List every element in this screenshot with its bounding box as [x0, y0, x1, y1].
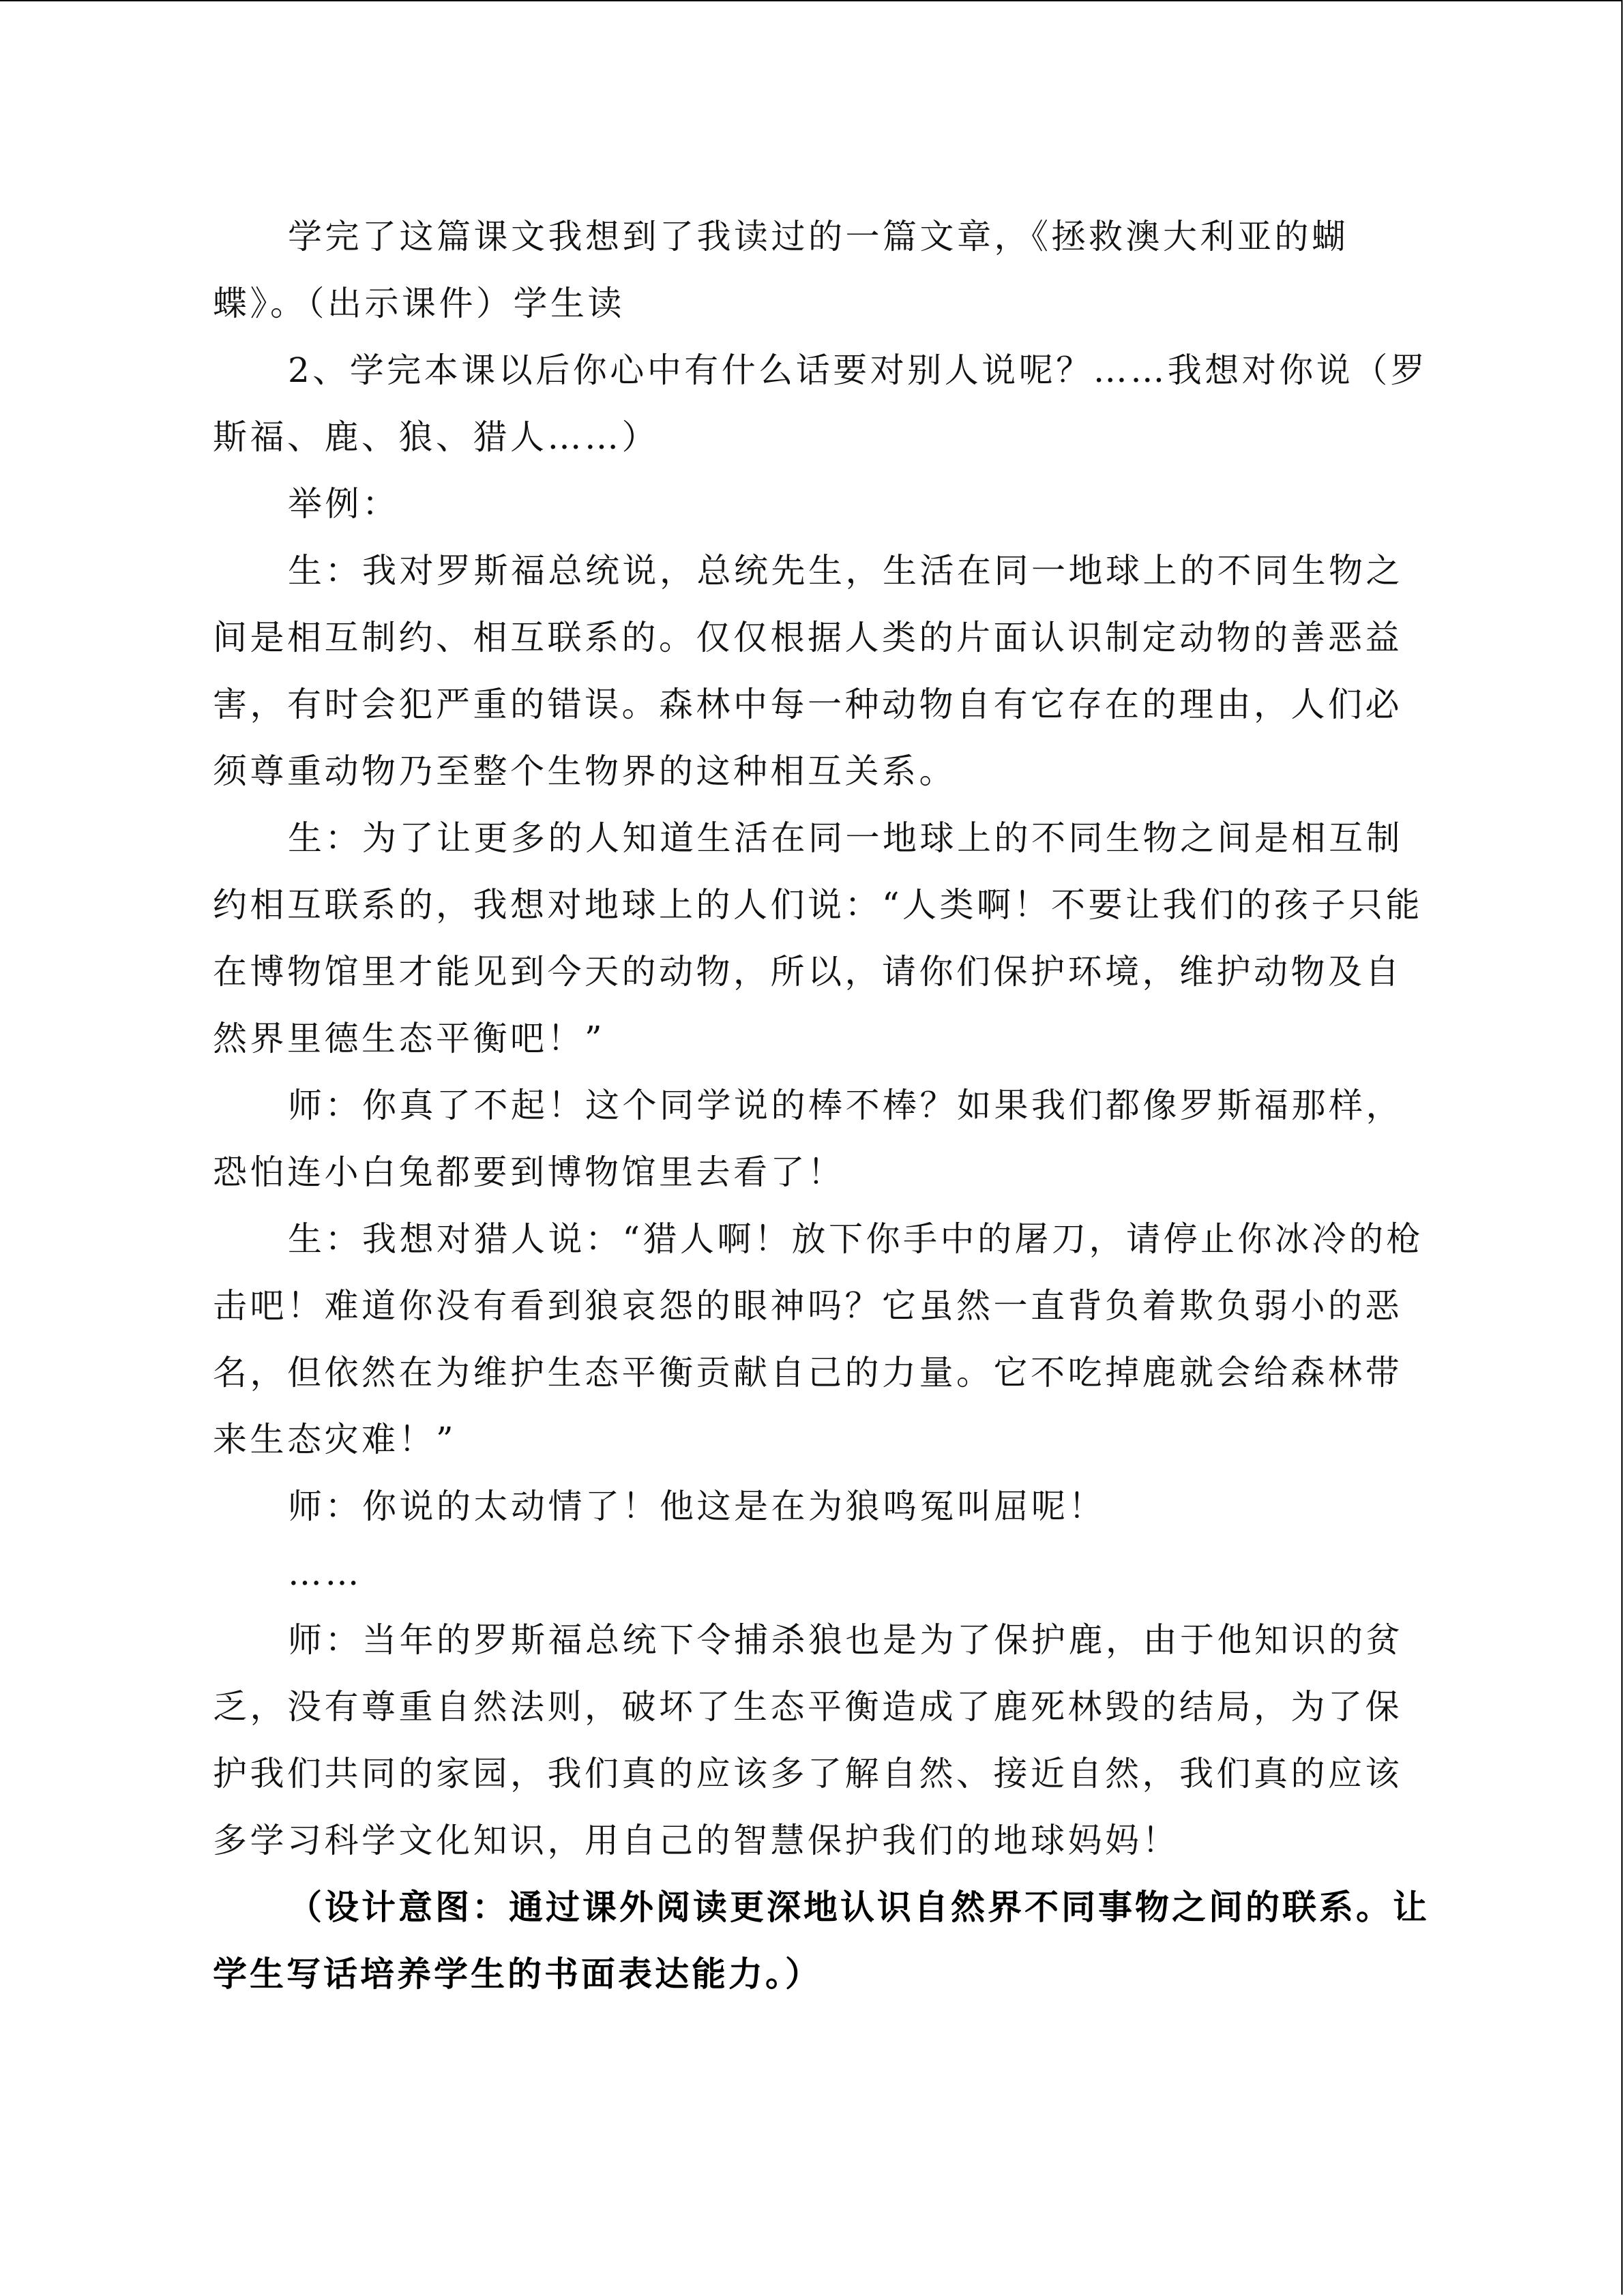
paragraph-ellipsis: …… [288, 1553, 362, 1593]
paragraph-student-humans: 生：为了让更多的人知道生活在同一地球上的不同生物之间是相互制约相互联系的，我想对地球上的人们说：“人类啊！不要让我们的孩子只能在博物馆里才能见到今天的动物，所以，请你们保护环境，维护动物及自然界里德生态平衡吧！” [213, 818, 1423, 1058]
paragraph-student-hunter: 生：我想对猎人说：“猎人啊！放下你手中的屠刀，请停止你冰冷的枪击吧！难道你没有看到狼哀怨的眼神吗？它虽然一直背负着欺负弱小的恶名，但依然在为维护生态平衡贡献自己的力量。它不吃掉鹿就会给森林带来生态灾难！” [213, 1219, 1424, 1459]
paragraph-example-label: 举例： [288, 484, 400, 524]
paragraph-question: 2、学完本课以后你心中有什么话要对别人说呢？……我想对你说（罗斯福、鹿、狼、猎人……） [213, 351, 1428, 457]
paragraph-teacher-summary: 师：当年的罗斯福总统下令捕杀狼也是为了保护鹿，由于他知识的贫乏，没有尊重自然法则，破坏了生态平衡造成了鹿死林毁的结局，为了保护我们共同的家园，我们真的应该多了解自然、接近自然，我们真的应该多学习科学文化知识，用自己的智慧保护我们的地球妈妈！ [213, 1620, 1403, 1860]
paragraph-teacher-praise: 师：你真了不起！这个同学说的棒不棒？如果我们都像罗斯福那样，恐怕连小白兔都要到博物馆里去看了！ [213, 1086, 1403, 1192]
paragraph-intro: 学完了这篇课文我想到了我读过的一篇文章，《拯救澳大利亚的蝴蝶》。（出示课件）学生读 [213, 217, 1349, 323]
document-body [213, 203, 1434, 2008]
design-intent-note: （设计意图：通过课外阅读更深地认识自然界不同事物之间的联系。让学生写话培养学生的书面表达能力。） [213, 1888, 1430, 1994]
paragraph-teacher-comment: 师：你说的太动情了！他这是在为狼鸣冤叫屈呢！ [288, 1487, 1106, 1526]
paragraph-student-roosevelt: 生：我对罗斯福总统说，总统先生，生活在同一地球上的不同生物之间是相互制约、相互联系的。仅仅根据人类的片面认识制定动物的善恶益害，有时会犯严重的错误。森林中每一种动物自有它存在的理由，人们必须尊重动物乃至整个生物界的这种相互关系。 [213, 551, 1403, 791]
